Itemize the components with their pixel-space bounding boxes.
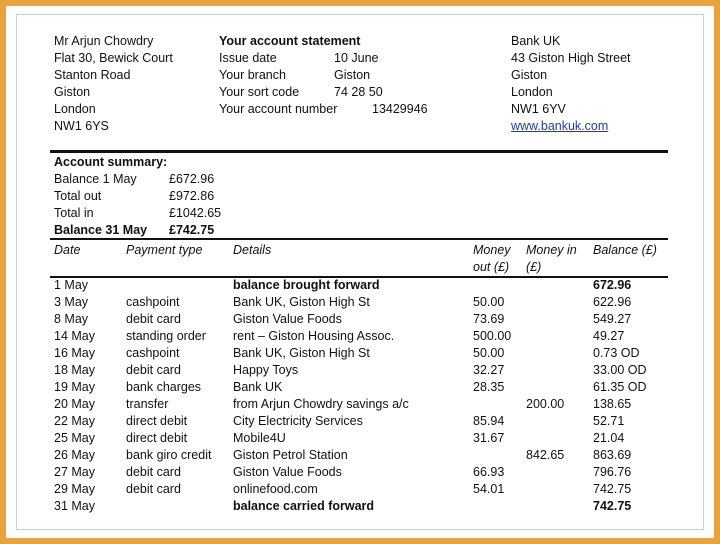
cell-date: 29 May — [54, 482, 95, 496]
customer-address-line: Flat 30, Bewick Court — [54, 51, 173, 65]
cell-money-out: 73.69 — [473, 312, 505, 326]
cell-date: 27 May — [54, 465, 95, 479]
cell-date: 16 May — [54, 346, 95, 360]
cell-balance: 52.71 — [593, 414, 625, 428]
col-header-payment-type: Payment type — [126, 243, 203, 257]
statement-field-value: 10 June — [334, 51, 379, 65]
cell-balance: 0.73 OD — [593, 346, 640, 360]
cell-payment-type: debit card — [126, 482, 181, 496]
bank-address-line: 43 Giston High Street — [511, 51, 631, 65]
cell-money-out: 50.00 — [473, 295, 505, 309]
customer-address-line: Stanton Road — [54, 68, 131, 82]
table-divider — [50, 238, 668, 240]
cell-details: balance brought forward — [233, 278, 380, 292]
cell-details: Bank UK, Giston High St — [233, 295, 370, 309]
cell-money-out: 66.93 — [473, 465, 505, 479]
statement-field-label: Issue date — [219, 51, 277, 65]
cell-payment-type: cashpoint — [126, 346, 180, 360]
cell-details: Giston Value Foods — [233, 312, 342, 326]
cell-payment-type: transfer — [126, 397, 169, 411]
section-divider — [50, 150, 668, 153]
cell-money-out: 28.35 — [473, 380, 505, 394]
cell-details: Bank UK — [233, 380, 283, 394]
cell-date: 19 May — [54, 380, 95, 394]
statement-field-value: 74 28 50 — [334, 85, 383, 99]
col-header-balance: Balance (£) — [593, 243, 657, 257]
col-header-date: Date — [54, 243, 81, 257]
summary-title: Account summary: — [54, 155, 168, 169]
statement-field-label: Your branch — [219, 68, 286, 82]
cell-date: 1 May — [54, 278, 89, 292]
cell-payment-type: direct debit — [126, 414, 188, 428]
cell-money-in: 200.00 — [526, 397, 565, 411]
cell-details: Giston Value Foods — [233, 465, 342, 479]
cell-balance: 21.04 — [593, 431, 625, 445]
cell-balance: 622.96 — [593, 295, 632, 309]
statement-field-label: Your account number — [219, 102, 338, 116]
bank-name: Bank UK — [511, 34, 561, 48]
summary-value: £1042.65 — [169, 206, 222, 220]
cell-date: 20 May — [54, 397, 95, 411]
cell-balance: 742.75 — [593, 482, 632, 496]
statement-field-value: 13429946 — [372, 102, 428, 116]
summary-value: £742.75 — [169, 223, 215, 237]
cell-balance: 863.69 — [593, 448, 632, 462]
cell-payment-type: cashpoint — [126, 295, 180, 309]
cell-date: 14 May — [54, 329, 95, 343]
bank-address-line: Giston — [511, 68, 548, 82]
cell-date: 22 May — [54, 414, 95, 428]
cell-details: Bank UK, Giston High St — [233, 346, 370, 360]
col-header-money-out: Money — [473, 243, 511, 257]
cell-payment-type: bank charges — [126, 380, 202, 394]
cell-details: rent – Giston Housing Assoc. — [233, 329, 395, 343]
cell-balance: 672.96 — [593, 278, 632, 292]
cell-date: 31 May — [54, 499, 95, 513]
cell-details: onlinefood.com — [233, 482, 318, 496]
statement-title: Your account statement — [219, 34, 361, 48]
summary-label: Balance 1 May — [54, 172, 137, 186]
cell-date: 8 May — [54, 312, 89, 326]
cell-details: balance carried forward — [233, 499, 375, 513]
cell-payment-type: standing order — [126, 329, 206, 343]
col-header-details: Details — [233, 243, 272, 257]
cell-balance: 33.00 OD — [593, 363, 647, 377]
statement-field-label: Your sort code — [219, 85, 300, 99]
summary-label: Total out — [54, 189, 102, 203]
col-header-money-in: (£) — [526, 260, 542, 274]
summary-value: £972.86 — [169, 189, 215, 203]
summary-label: Total in — [54, 206, 94, 220]
cell-details: City Electricity Services — [233, 414, 363, 428]
cell-details: from Arjun Chowdry savings a/c — [233, 397, 409, 411]
cell-balance: 49.27 — [593, 329, 625, 343]
col-header-money-in: Money in — [526, 243, 577, 257]
cell-payment-type: debit card — [126, 363, 181, 377]
cell-details: Mobile4U — [233, 431, 286, 445]
bank-address-line: NW1 6YV — [511, 102, 566, 116]
customer-address-line: Giston — [54, 85, 91, 99]
bank-address-line: London — [511, 85, 553, 99]
cell-money-out: 31.67 — [473, 431, 505, 445]
cell-payment-type: direct debit — [126, 431, 188, 445]
cell-balance: 742.75 — [593, 499, 632, 513]
cell-date: 25 May — [54, 431, 95, 445]
cell-details: Happy Toys — [233, 363, 299, 377]
cell-payment-type: debit card — [126, 465, 181, 479]
bank-website-link[interactable]: www.bankuk.com — [511, 119, 609, 133]
cell-money-out: 32.27 — [473, 363, 505, 377]
cell-money-out: 54.01 — [473, 482, 505, 496]
cell-date: 18 May — [54, 363, 95, 377]
cell-balance: 61.35 OD — [593, 380, 647, 394]
cell-money-out: 500.00 — [473, 329, 512, 343]
cell-money-in: 842.65 — [526, 448, 565, 462]
cell-payment-type: bank giro credit — [126, 448, 212, 462]
cell-details: Giston Petrol Station — [233, 448, 348, 462]
cell-payment-type: debit card — [126, 312, 181, 326]
cell-balance: 796.76 — [593, 465, 632, 479]
cell-balance: 549.27 — [593, 312, 632, 326]
cell-money-out: 85.94 — [473, 414, 505, 428]
cell-date: 3 May — [54, 295, 89, 309]
cell-balance: 138.65 — [593, 397, 632, 411]
summary-label: Balance 31 May — [54, 223, 148, 237]
customer-address-line: London — [54, 102, 96, 116]
customer-name: Mr Arjun Chowdry — [54, 34, 154, 48]
col-header-money-out: out (£) — [473, 260, 510, 274]
summary-value: £672.96 — [169, 172, 215, 186]
cell-date: 26 May — [54, 448, 95, 462]
statement-field-value: Giston — [334, 68, 371, 82]
cell-money-out: 50.00 — [473, 346, 505, 360]
customer-address-line: NW1 6YS — [54, 119, 109, 133]
